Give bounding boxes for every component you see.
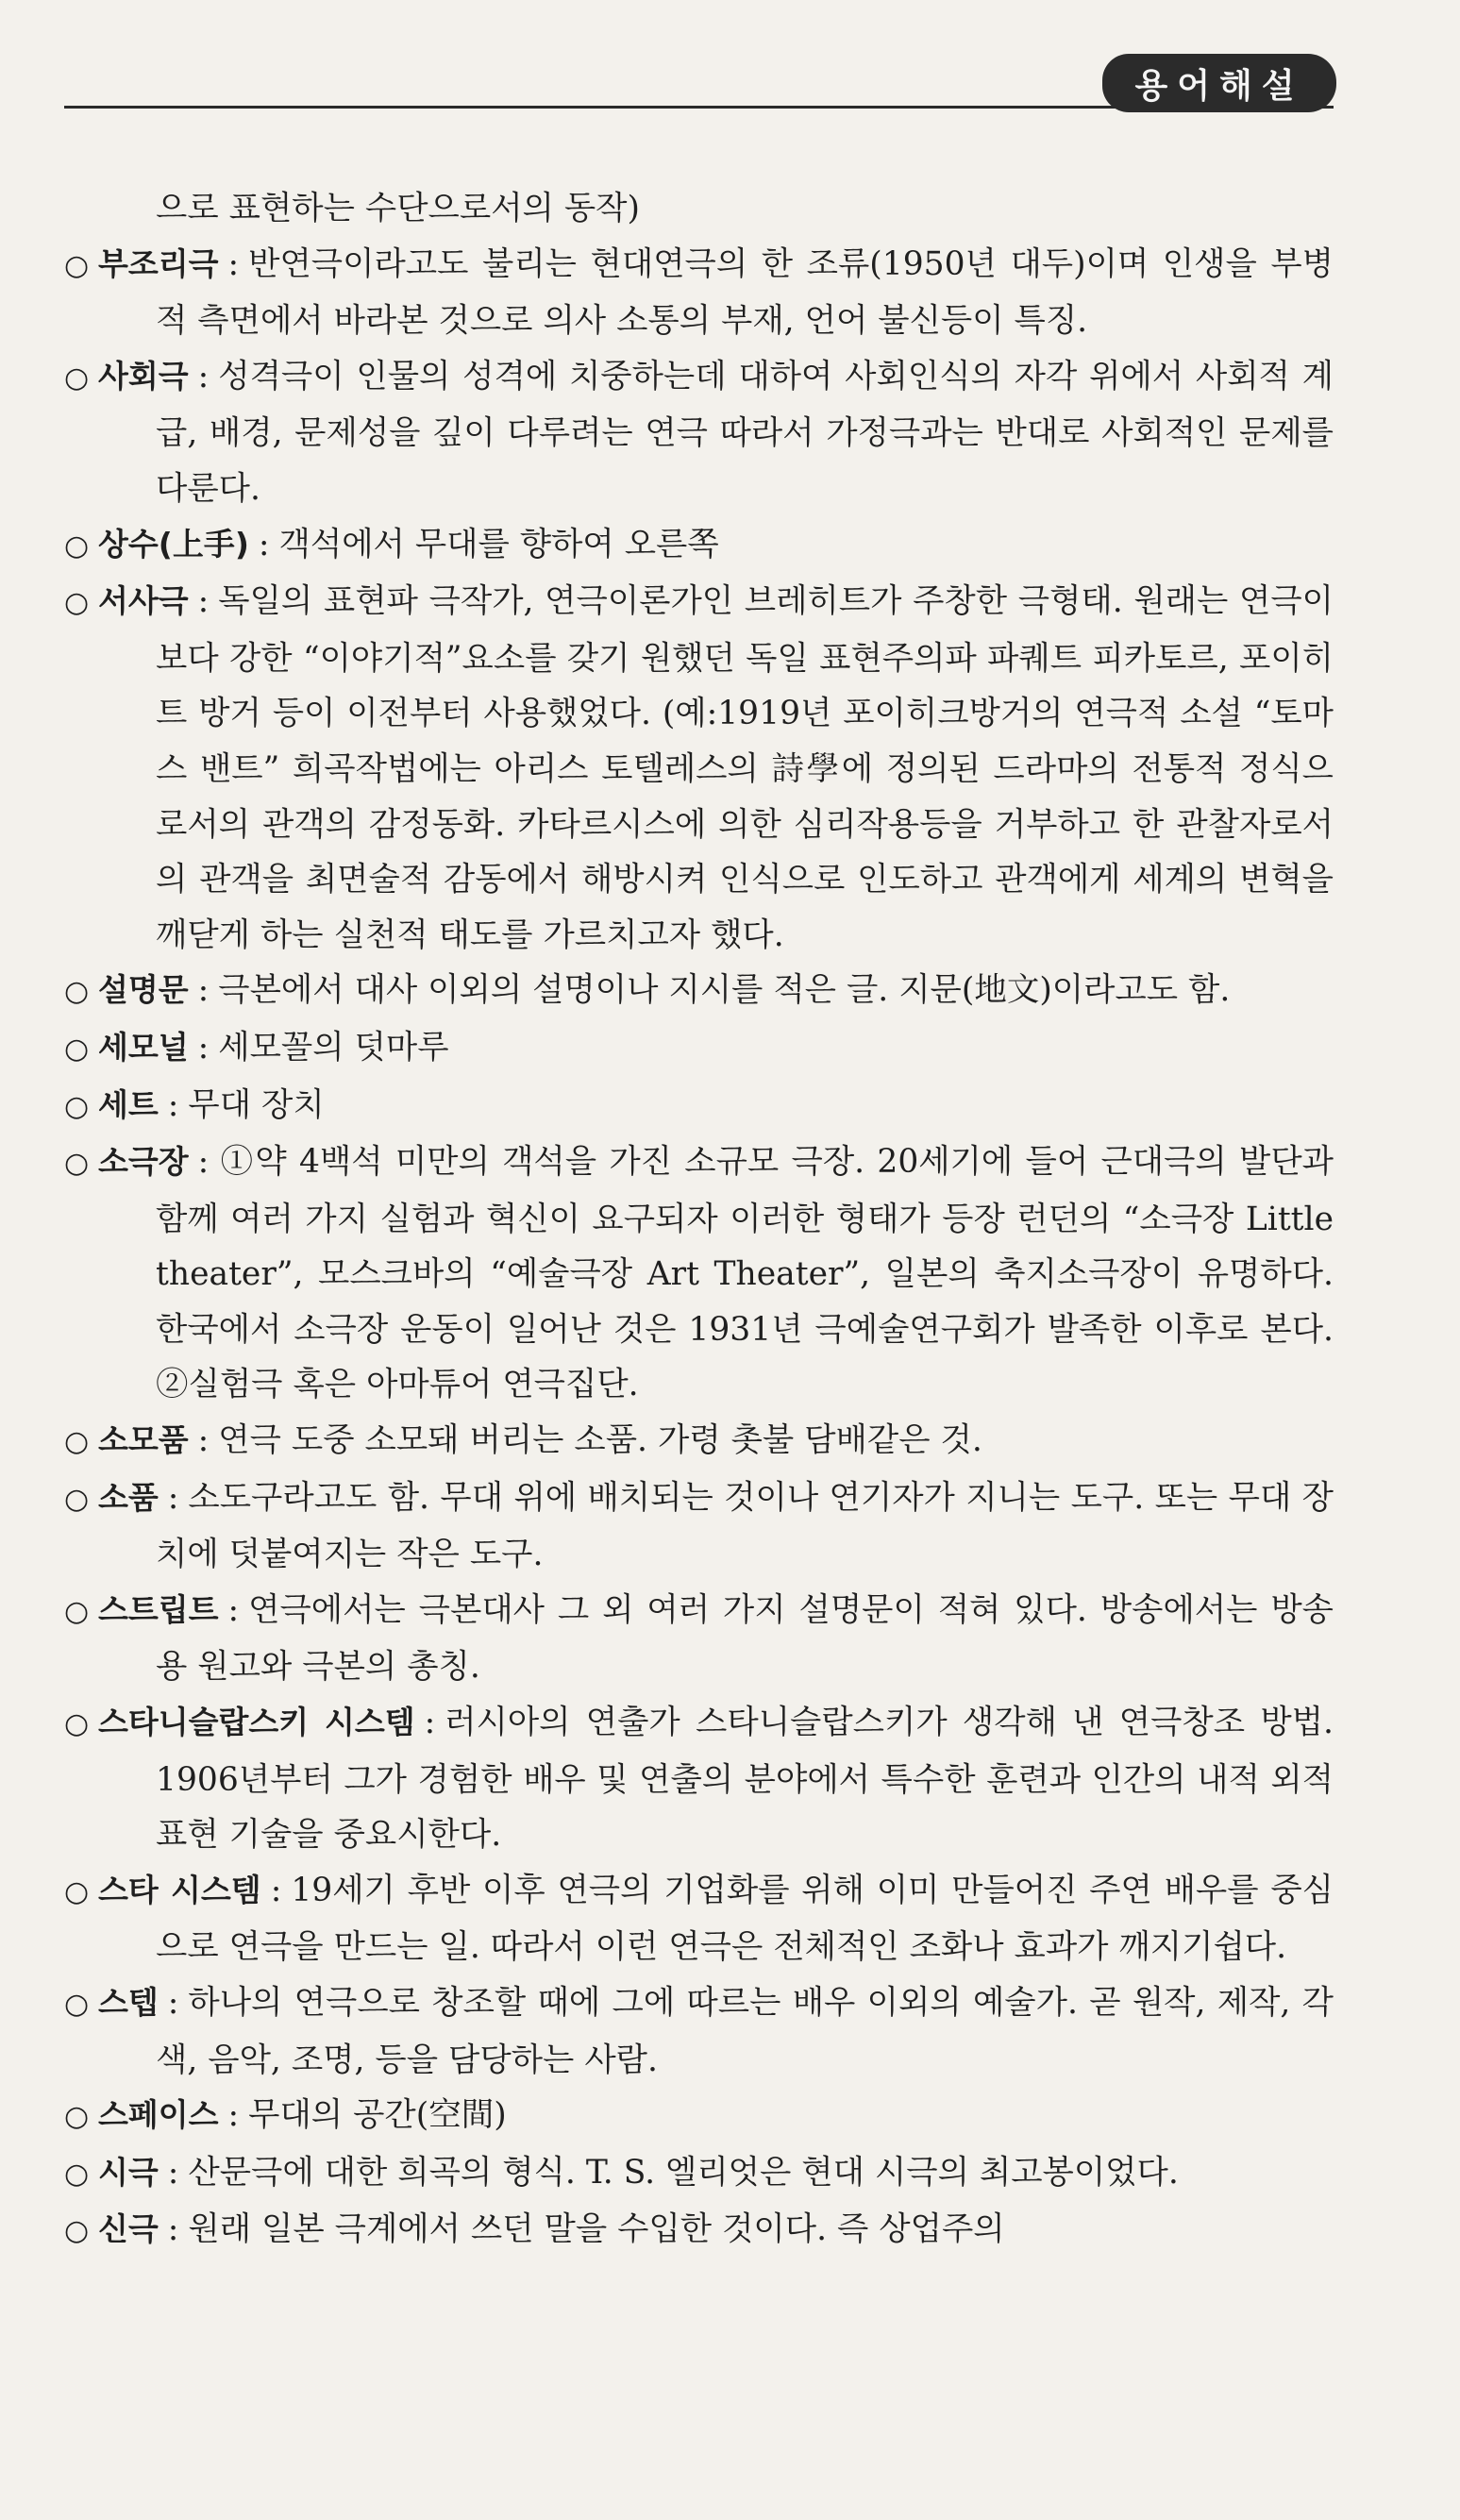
glossary-entries: [64, 237, 1334, 2260]
bullet-circle-icon: ○: [64, 361, 90, 395]
entry-definition: 독일의 표현파 극작가, 연극이론가인 브레히트가 주창한 극형태. 원래는 연극이 보다 강한 “이야기적”요소를 갖기 원했던 독일 표현주의파 파퀘트 피카토르, 포이히트 방거 등이 이전부터 사용했었다. (예:1919년 포이히크방거의 연극적 소설 “토마스 밴트” 희곡작법에는 아리스 토텔레스의 詩學에 정의된 드라마의 전통적 정식으로서의 관객의 감정동화. 카타르시스에 의한 심리작용등을 거부하고 한 관찰자로서의 관객을 최면술적 감동에서 해방시켜 인식으로 인도하고 관객에게 세계의 변혁을 깨닫게 하는 실천적 태도를 가르치고자 했다.: [156, 582, 1334, 954]
bullet-circle-icon: ○: [64, 1425, 90, 1459]
glossary-entry: [64, 1470, 1334, 1583]
entry-definition: 성격극이 인물의 성격에 치중하는데 대하여 사회인식의 자각 위에서 사회적 계급, 배경, 문제성을 깊이 다루려는 연극 따라서 가정극과는 반대로 사회적인 문제를 다룬다.: [156, 357, 1334, 508]
glossary-entry: [64, 574, 1334, 963]
entry-definition: 극본에서 대사 이외의 설명이나 지시를 적은 글. 지문(地文)이라고도 함.: [218, 971, 1231, 1010]
bullet-circle-icon: ○: [64, 1707, 90, 1741]
glossary-entry: [64, 1020, 1334, 1078]
term-separator: :: [227, 244, 240, 283]
entry-term: 스타니슬랍스키 시스템: [98, 1704, 415, 1741]
glossary-body: [64, 181, 1334, 2260]
entry-term: 세트: [98, 1085, 159, 1123]
bullet-circle-icon: ○: [64, 1089, 90, 1123]
entry-definition: 연극 도중 소모돼 버리는 소품. 가령 촛불 담배같은 것.: [218, 1421, 982, 1460]
term-separator: :: [197, 357, 210, 395]
glossary-entry: [64, 2088, 1334, 2145]
glossary-entry: [64, 2145, 1334, 2203]
continued-entry-text: 으로 표현하는 수단으로서의 동작): [156, 190, 640, 227]
entry-term: 스타 시스템: [98, 1871, 261, 1908]
bullet-circle-icon: ○: [64, 1482, 90, 1516]
entry-definition: 하나의 연극으로 창조할 때에 그에 따르는 배우 이외의 예술가. 곧 원작, 제작, 각색, 음악, 조명, 등을 담당하는 사람.: [156, 1984, 1334, 2079]
bullet-circle-icon: ○: [64, 2157, 90, 2191]
entry-term: 신극: [98, 2210, 159, 2248]
bullet-circle-icon: ○: [64, 2214, 90, 2248]
entry-definition: 소도구라고도 함. 무대 위에 배치되는 것이나 연기자가 지니는 도구. 또는 무대 장치에 덧붙여지는 작은 도구.: [156, 1478, 1334, 1574]
glossary-entry: [64, 963, 1334, 1020]
entry-definition: 무대 장치: [188, 1085, 325, 1124]
term-separator: :: [197, 1028, 210, 1067]
entry-term: 부조리극: [98, 244, 219, 282]
glossary-entry: [64, 1413, 1334, 1470]
glossary-entry: [64, 517, 1334, 575]
entry-term: 스텝: [98, 1984, 159, 2021]
term-separator: :: [197, 1421, 210, 1460]
entry-term: 설명문: [98, 971, 189, 1009]
entry-definition: 무대의 공간(空間): [248, 2096, 507, 2135]
bullet-circle-icon: ○: [64, 1032, 90, 1066]
term-separator: :: [197, 582, 210, 621]
glossary-entry: [64, 1975, 1334, 2088]
term-separator: :: [197, 971, 210, 1010]
entry-term: 서사극: [98, 582, 189, 620]
glossary-entry: [64, 2202, 1334, 2260]
entry-definition: 러시아의 연출가 스타니슬랍스키가 생각해 낸 연극창조 방법. 1906년부터 그가 경험한 배우 및 연출의 분야에서 특수한 훈련과 인간의 내적 외적 표현 기술을 중요시한다.: [156, 1704, 1334, 1855]
term-separator: :: [167, 1085, 179, 1124]
bullet-circle-icon: ○: [64, 1988, 90, 2021]
bullet-circle-icon: ○: [64, 586, 90, 620]
glossary-entry: [64, 1583, 1334, 1695]
term-separator: :: [167, 1478, 179, 1517]
term-separator: :: [424, 1704, 436, 1742]
term-separator: :: [227, 2096, 240, 2135]
term-separator: :: [167, 1984, 179, 2022]
entry-term: 사회극: [98, 357, 189, 395]
glossary-entry: [64, 237, 1334, 349]
bullet-circle-icon: ○: [64, 975, 90, 1009]
entry-definition: 산문극에 대한 희곡의 형식. T. S. 엘리엇은 현대 시극의 최고봉이었다.: [188, 2153, 1179, 2192]
section-tab: 용어해설: [1102, 54, 1336, 112]
term-separator: :: [258, 525, 270, 563]
entry-definition: 반연극이라고도 불리는 현대연극의 한 조류(1950년 대두)이며 인생을 부병적 측면에서 바라본 것으로 의사 소통의 부재, 언어 불신등이 특징.: [156, 244, 1334, 341]
bullet-circle-icon: ○: [64, 1874, 90, 1908]
entry-term: 스트립트: [98, 1590, 219, 1628]
entry-term: 상수(上手): [98, 525, 249, 563]
term-separator: :: [167, 2153, 179, 2192]
term-separator: :: [197, 1143, 210, 1182]
term-separator: :: [227, 1590, 240, 1629]
entry-definition: 연극에서는 극본대사 그 외 여러 가지 설명문이 적혀 있다. 방송에서는 방송용 원고와 극본의 총칭.: [156, 1590, 1334, 1687]
term-separator: :: [270, 1871, 282, 1909]
bullet-circle-icon: ○: [64, 248, 90, 282]
entry-term: 소극장: [98, 1143, 189, 1181]
entry-definition: ①약 4백석 미만의 객석을 가진 소규모 극장. 20세기에 들어 근대극의 발단과 함께 여러 가지 실험과 혁신이 요구되자 이러한 형태가 등장 런던의 “소극장 Little theater”, 모스크바의 “예술극장 Art Theater”, 일본의 축지소극장이 유명하다. 한국에서 소극장 운동이 일어난 것은 1931년 극예술연구회가 발족한 이후로 본다. ②실험극 혹은 아마튜어 연극집단.: [156, 1143, 1334, 1404]
glossary-entry: [64, 1695, 1334, 1863]
entry-term: 세모널: [98, 1028, 189, 1066]
term-separator: :: [167, 2210, 179, 2249]
glossary-entry: [64, 1134, 1334, 1413]
entry-definition: 객석에서 무대를 향하여 오른쪽: [278, 525, 719, 563]
bullet-circle-icon: ○: [64, 2100, 90, 2134]
glossary-entry: [64, 1863, 1334, 1975]
bullet-circle-icon: ○: [64, 1594, 90, 1628]
glossary-entry: [64, 349, 1334, 517]
bullet-circle-icon: ○: [64, 529, 90, 563]
entry-term: 소모품: [98, 1421, 189, 1459]
bullet-circle-icon: ○: [64, 1147, 90, 1181]
entry-definition: 19세기 후반 이후 연극의 기업화를 위해 이미 만들어진 주연 배우를 중심으로 연극을 만드는 일. 따라서 이런 연극은 전체적인 조화나 효과가 깨지기쉽다.: [156, 1871, 1334, 1967]
glossary-entry: [64, 1078, 1334, 1135]
entry-term: 스페이스: [98, 2096, 219, 2134]
entry-definition: 원래 일본 극계에서 쓰던 말을 수입한 것이다. 즉 상업주의: [188, 2210, 1005, 2249]
entry-term: 시극: [98, 2153, 159, 2191]
entry-term: 소품: [98, 1478, 159, 1516]
entry-definition: 세모꼴의 덧마루: [218, 1028, 449, 1067]
